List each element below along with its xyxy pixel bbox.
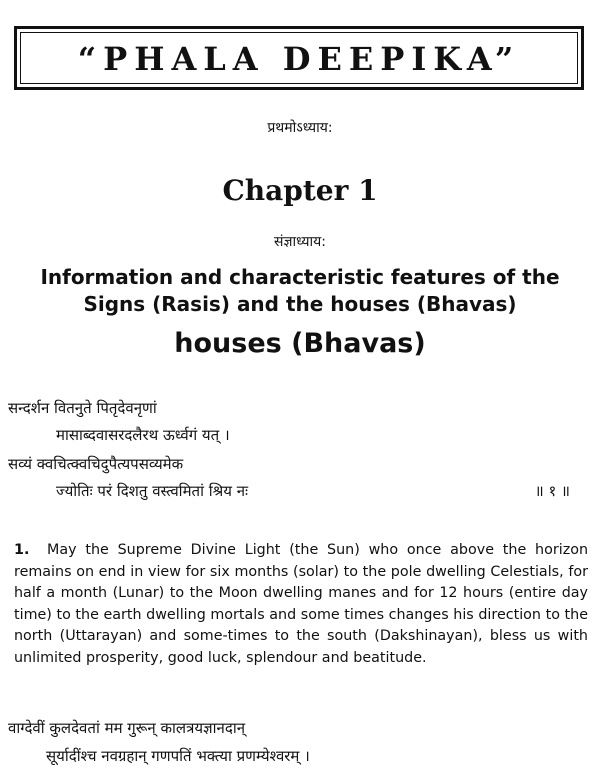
chapter-title: Chapter 1 [222, 174, 378, 207]
verse-number: ॥ १ ॥ [534, 482, 570, 500]
title-box [14, 26, 584, 90]
paragraph-number: 1. [14, 542, 30, 558]
verse-line: वाग्देवीं कुलदेवतां मम गुरून् कालत्रयज्ञानदान् [8, 719, 246, 737]
sanskrit-chapter-heading: प्रथमोऽध्याय: [267, 120, 333, 136]
paragraph-text: May the Supreme Divine Light (the Sun) who once above the horizon remains on end in view for six months (solar) to the pole dwelling Celestials, for half a month (Lunar) to the Moon dwelling manes and for 12 hours (entire day time) to the earth dwelling mortals and some times changes his direction to the north (Uttarayan) and some-times to the south (Dakshinayan), bless us with unlimited prosperity, good luck, splendour and beatitude. [14, 542, 589, 666]
verse-line: सूर्यादींश्च नवग्रहान् गणपतिं भक्त्या प्रणम्येश्वरम् । [46, 747, 310, 765]
book-title: “PHALA DEEPIKA” [77, 40, 521, 78]
section-heading-repeat: houses (Bhavas) [174, 328, 426, 359]
sanskrit-subheading: संज्ञाध्याय: [274, 234, 326, 250]
verse-line: सन्दर्शन वितनुते पितृदेवनृणां [8, 399, 157, 417]
verse-line: ज्योतिः परं दिशतु वस्त्वमितां श्रिय नः [56, 482, 249, 500]
verse-line: मासाब्दवासरदलैरथ ऊर्ध्वगं यत् । [56, 426, 230, 444]
translation-paragraph [14, 540, 588, 669]
verse-line: सव्यं क्वचित्क्वचिदुपैत्यपसव्यमेक [8, 455, 184, 473]
section-heading-line1: Information and characteristic features of the [40, 265, 560, 289]
section-heading-line2: Signs (Rasis) and the houses (Bhavas) [83, 292, 517, 316]
